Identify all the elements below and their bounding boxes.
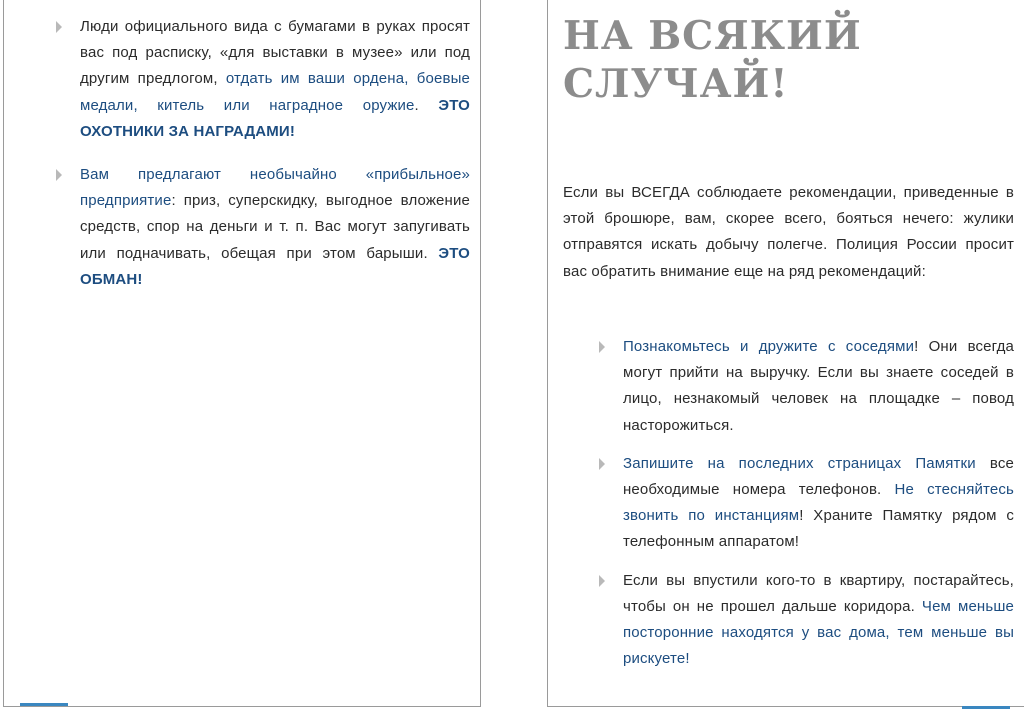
bullet-text-plain: ! Храните Памятку рядом с телефонным аппаратом! [623, 507, 1014, 551]
bullet-text-highlight: Запишите на последних страницах Памятки [623, 454, 976, 472]
bullet-text-plain: ! Они всегда могут прийти на выручку. Если вы знаете соседей в лицо, незнакомый человек на площадке – повод насторожиться. [623, 338, 1015, 434]
triangle-bullet-icon [56, 21, 62, 33]
heading-line-1: НА ВСЯКИЙ [563, 13, 862, 59]
triangle-bullet-icon [599, 341, 605, 353]
left-bullet-list [56, 14, 470, 293]
bullet-item [599, 568, 1014, 673]
intro-paragraph: Если вы ВСЕГДА соблюдаете рекомендации, приведенные в этой брошюре, вам, скорее всего, бояться нечего: жулики отправятся искать добычу полегче. Полиция России просит вас обратить внимание еще на ряд рекомендаций: [563, 184, 1014, 280]
bullet-item [56, 14, 470, 145]
bullet-text-plain: . [414, 96, 439, 114]
bullet-item [599, 334, 1014, 439]
bullet-text-highlight: отдать им ваши ордена, боевые медали, китель или наградное оружие [80, 70, 470, 114]
bullet-text-plain: : приз, суперскидку, выгодное вложение средств, спор на деньги и т. п. Вас могут запугивать или подначивать, обещая при этом барыши. [80, 192, 470, 262]
right-page [547, 0, 1024, 707]
bullet-warning: ЭТО ОХОТНИКИ ЗА НАГРАДАМИ! [80, 96, 470, 140]
heading-line-2: СЛУЧАЙ! [563, 61, 789, 107]
right-bullet-list [599, 334, 1014, 672]
bullet-text-plain: Люди официального вида с бумагами в руках просят вас под расписку, «для выставки в музее» или под другим предлогом, [80, 18, 470, 88]
bullet-text-plain: все необходимые номера телефонов. [623, 454, 1014, 499]
bullet-text-highlight: Чем меньше посторонние находятся у вас дома, тем меньше вы рискуете! [623, 597, 1015, 668]
triangle-bullet-icon [599, 458, 605, 470]
bullet-warning: ЭТО ОБМАН! [80, 244, 470, 288]
page-heading [563, 12, 862, 108]
bullet-text-highlight: Вам предлагают необычайно «прибыльное» предприятие [80, 166, 470, 210]
page-corner-tab [20, 703, 68, 706]
bullet-text-plain: Если вы впустили кого-то в квартиру, постарайтесь, чтобы он не прошел дальше коридора. [623, 571, 1014, 615]
triangle-bullet-icon [599, 575, 605, 587]
bullet-item [56, 162, 470, 293]
bullet-text-highlight: Познакомьтесь и дружите с соседями [623, 338, 915, 355]
triangle-bullet-icon [56, 169, 62, 181]
left-page [3, 0, 481, 707]
bullet-text-highlight: Не стесняйтесь звонить по инстанциям [623, 481, 1014, 525]
bullet-item [599, 451, 1014, 556]
